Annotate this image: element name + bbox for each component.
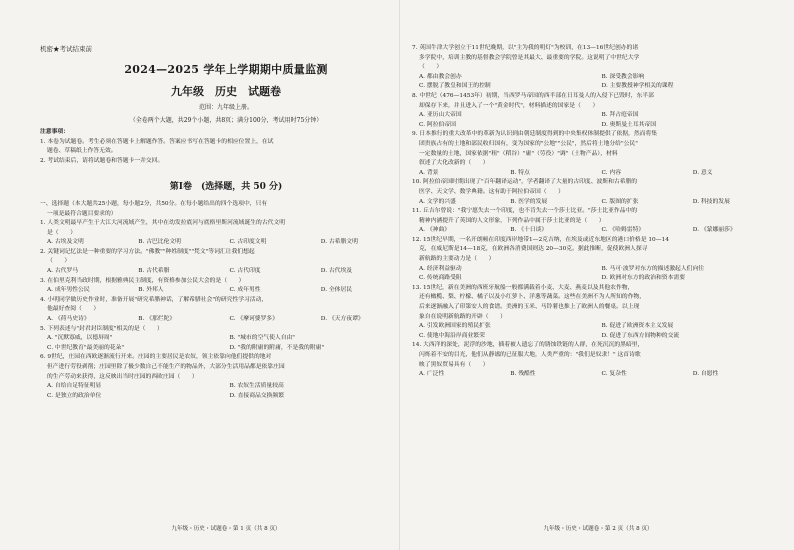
options [40,267,412,277]
question [412,236,784,284]
option: C. 阿拉伯帝国 [419,121,456,128]
option: A. 自给自足特征明显 [47,383,102,390]
option: D. 古希腊文明 [320,239,358,246]
option: A. 《神曲》 [419,227,451,234]
option: C. 传统商路受阻 [419,275,462,282]
option: D. "我的附庸的附庸，不是我的附庸" [229,344,325,351]
options [412,169,784,179]
question [40,325,412,354]
options [412,111,784,130]
option: D. 自愿性 [692,371,719,378]
question-stem: 却保存下来，并且进入了一个"黄金时代"，材料描述的国家是（ ） [419,102,599,109]
option: B. 古巴比伦文明 [138,239,181,246]
option: C. 成年男性 [229,287,261,294]
question [412,207,784,236]
question-stem: 克，在威尼斯是14—18克，在欧洲各消费国则达 20—30克。据此推断，促使欧洲人探寻 [419,246,648,253]
question [40,248,412,277]
question [40,296,412,325]
option: A. 经济利益驱动 [419,265,462,272]
section-title: 第Ⅰ卷 (选择题，共 50 分) [169,182,283,192]
option: A. 广泛性 [419,371,445,378]
page-left [40,0,412,550]
option: D. 奥斯曼土耳其帝国 [601,121,657,128]
exam-title: 2024—2025 学年上学期期中质量监测 [124,63,328,76]
option: C. 中世纪教育"最美丽的花朵" [47,344,125,351]
option: D. 主要教授神学相关的课程 [601,83,674,90]
option: D. 意义 [692,169,713,176]
notice [40,128,412,166]
notice-heading: 注意事项： [40,129,69,135]
question-stem: 14. 大西洋的深处，泥浮的沙地，插着被人遗忘了的锈蚀铁链的人群，在死沉沉的黑暗里， [412,342,644,349]
option: D. 科技的发展 [692,198,730,205]
option: A. 都由教会创办 [419,73,462,80]
option: A. 成年男性公民 [47,287,90,294]
option: B. 古代希腊 [138,267,170,274]
option: D. 全体居民 [320,287,353,294]
option: C. 复杂性 [601,371,627,378]
question-stem: 精神内涵提升了英国的人文形象，下列作品中属于莎士比亚的是（ ） [419,217,605,224]
option: D. 促进了东西方间物种的交流 [601,332,680,339]
page-footer-right: 九年级・历史・试题卷・第 2 页（共 8 页） [543,526,653,532]
question-stem: 闪烁着不安的目光，他们从静谧的已征服大地，人类严重的："我们是奴隶！" 这首诗歌 [419,352,641,358]
page-footer-left: 九年级・历史・试题卷・第 1 页（共 8 页） [171,526,281,532]
option: B. 拜占庭帝国 [601,112,639,119]
question-stem: 新航路的主要动力是（ ） [419,256,495,263]
secret-mark: 机密★考试结束前 [40,45,92,53]
options [412,370,784,380]
part-heading [40,200,412,219]
question-stem: 的生产劳动来获得，这反映出当时庄园的西欧庄园（ ） [47,373,198,380]
option: C. 古代印度 [229,267,261,274]
question [412,92,784,130]
option: B. 特点 [510,169,530,176]
option: A. 古代罗马 [47,267,79,274]
option: A. 文学的兴盛 [419,198,456,205]
question-stem: 还有橄榄、梨、柠檬、橘子以及小红萝卜、洋葱等蔬菜。这些在美洲不为人所知的作物， [419,294,646,301]
question-stem: 1. 人类文明最早产生于大江大河流域产生，其中在幼发拉底河与底格里斯河流域诞生的古代文明 [40,220,286,226]
option: C. 《哈姆雷特》 [601,227,645,234]
option: A. 引发欧洲国家的殖民扩张 [419,323,491,330]
option: C. 《摩诃婆罗多》 [229,315,278,322]
options [412,265,784,284]
question-stem: 他最好查阅（ ） [47,306,100,313]
question-stem: 团贵族占有的土地和部民收归国有，变为国家的"公地""公民"，然后将土地分给"公民" [419,140,638,147]
question-list-right [412,44,784,380]
question-stem: 一定数量的土地，国家依据"租"（稻谷）"庸"（劳役）"调"（土物产品），材料 [419,150,618,157]
options [40,382,412,401]
option: B. 马可·波罗对东方的描述激起人们向往 [601,265,705,272]
option: A. "沉默寡威，以德屏周" [47,335,113,342]
question-stem: （ ） [47,258,71,265]
question-stem: 4. 小明同学做历史作业时，准备开展"研究希腊神话，了解希腊社会"的研究性学习活动， [40,296,268,303]
options [40,334,412,353]
question-stem: 13. 15世纪，新在美洲的西班牙航船一般都满载着小麦、大麦、燕麦以及其他农作物， [412,284,634,291]
option: B. 农奴生活质量较高 [229,383,284,390]
question [412,178,784,207]
options [412,73,784,92]
option: B. 残酷性 [510,371,536,378]
question-stem: 叙述了大化改新的（ ） [419,160,489,167]
option: A. 亚历山大帝国 [419,112,462,119]
question-stem: 多学院中，培训主教的基督教会学院曾是其最大、最重要的学院。这说明了中世纪大学 [419,54,640,61]
question [40,219,412,248]
option: C. 版图的扩张 [601,198,639,205]
question [412,130,784,178]
question-stem: 10. 阿拉伯帝国时期出现了"百年翻译运动"，学者翻译了大量的古印度、波斯和古希腊的 [412,179,638,186]
question-stem: （ ） [419,64,443,71]
question [412,284,784,342]
question-stem: 2. 关键词记忆法是一种重要的学习方法。"佛教""种姓制度""梵文"等词汇让我们想起 [40,248,255,255]
question-stem: 映了黑奴贸易具有（ ） [419,361,489,368]
option: B. 《那烂陀》 [138,315,176,322]
question-stem: 象自在说明新航路的开辟（ ） [419,313,506,320]
option: D. 欧洲对东方的政治和资本需要 [601,275,685,282]
option: C. 摆脱了教皇和国王的控制 [419,83,491,90]
question-stem: 6. 9世纪，庄园在西欧逐渐流行开来。庄园的主要居民是农奴，领主依靠向他们提供的地对 [40,354,272,361]
question-stem: 11. 丘吉尔曾说："我宁愿失去一个印度，也不肯失去一个莎士比亚。"莎士比亚作品中的 [412,208,638,215]
option: A. 背景 [419,169,439,176]
options [40,286,412,296]
part-heading-line: 一项是最符合题目要求的） [47,210,117,217]
notice-item: 题卷、草稿纸上作答无效。 [47,148,117,155]
page-right [412,0,784,550]
option: B. 外邦人 [138,287,164,294]
option: D. 《天方夜谭》 [320,315,364,322]
options [412,226,784,236]
option: A. 《荷马史诗》 [47,315,90,322]
exam-scope: 范围：九年级上册。 [198,104,253,111]
question [412,44,784,92]
notice-item: 1. 本卷为试题卷。考生必须在答题卡上解题作答。答案应书写在答题卡的相应位置上，在试 [40,138,274,145]
question-stem: 但产进行劳役剥削；庄园里除了极少数自己不能生产的物品外，大部分生活用品都是依靠庄园 [47,363,285,370]
options [40,315,412,325]
notice-item: 2. 考试结束后，请将试题卷和答题卡一并交回。 [40,157,164,164]
option: C. 使地中海沿岸商业繁荣 [419,332,485,339]
option: C. 古印度文明 [229,239,267,246]
option: B. 医学的发展 [510,198,548,205]
option: D. 直接商品交换频繁 [229,392,285,399]
option: C. 是独立的政治单位 [47,392,102,399]
question-stem: 12. 15世纪早期，一名开朗顿在印度西岸地带1—2克吉纳，在埃及或近东地区的港口价格是 10—14 [412,236,669,243]
question-list-left [40,219,412,401]
question [40,277,412,296]
question [40,353,412,401]
option: D. 《蒙娜丽莎》 [692,227,736,234]
question-stem: 3. 在伯里克利当政时期，根据雅典民主制度，有资格参加公民大会的是（ ） [40,277,245,284]
option: B. 深受教会影响 [601,73,645,80]
exam-note: （全卷两个大题，共29个小题，共8页；满分100分，考试用时75分钟） [129,117,323,124]
exam-subtitle: 九年级 历史 试题卷 [171,85,281,98]
option: D. 古代埃及 [320,267,353,274]
option: B. 促进了欧洲资本主义发展 [601,323,674,330]
question-stem: 8. 中世纪（476—1453年）初期，当西罗马帝国的西半部在日耳曼人的入侵下已毁时，东半部 [412,92,654,99]
question-stem: 后来逐渐融入了印第安人的食谱。美洲的玉米、马铃薯也推上了欧洲人的餐桌。以上现 [419,304,640,311]
option: C. 内容 [601,169,622,176]
options [412,198,784,208]
question-stem: 医学、天文学、数学典籍。这有助于阿拉伯帝国（ ） [419,188,564,195]
question [412,341,784,379]
question-stem: 5. 下列表述与"封君封臣制度"相关的是（ ） [40,325,163,332]
option: B. "城市的空气使人自由" [229,335,295,342]
options [40,238,412,248]
option: A. 古埃及文明 [47,239,84,246]
question-stem: 9. 日本推行的重大改革中的革新为认识到由朝廷制度得到的中央集权体制提供了依据，然而将集 [412,131,658,138]
part-heading-line: 一、选择题（本大题共25小题，每小题2分，共50分。在每小题给出的四个选项中，只有 [40,201,268,207]
option: B. 《十日谈》 [510,227,548,234]
options [412,322,784,341]
question-stem: 7. 英国牛津大学创立于11世纪晚期，以"主为我的明灯"为校训，在13—16世纪创办的诸 [412,45,639,51]
question-stem: 是（ ） [47,229,76,236]
